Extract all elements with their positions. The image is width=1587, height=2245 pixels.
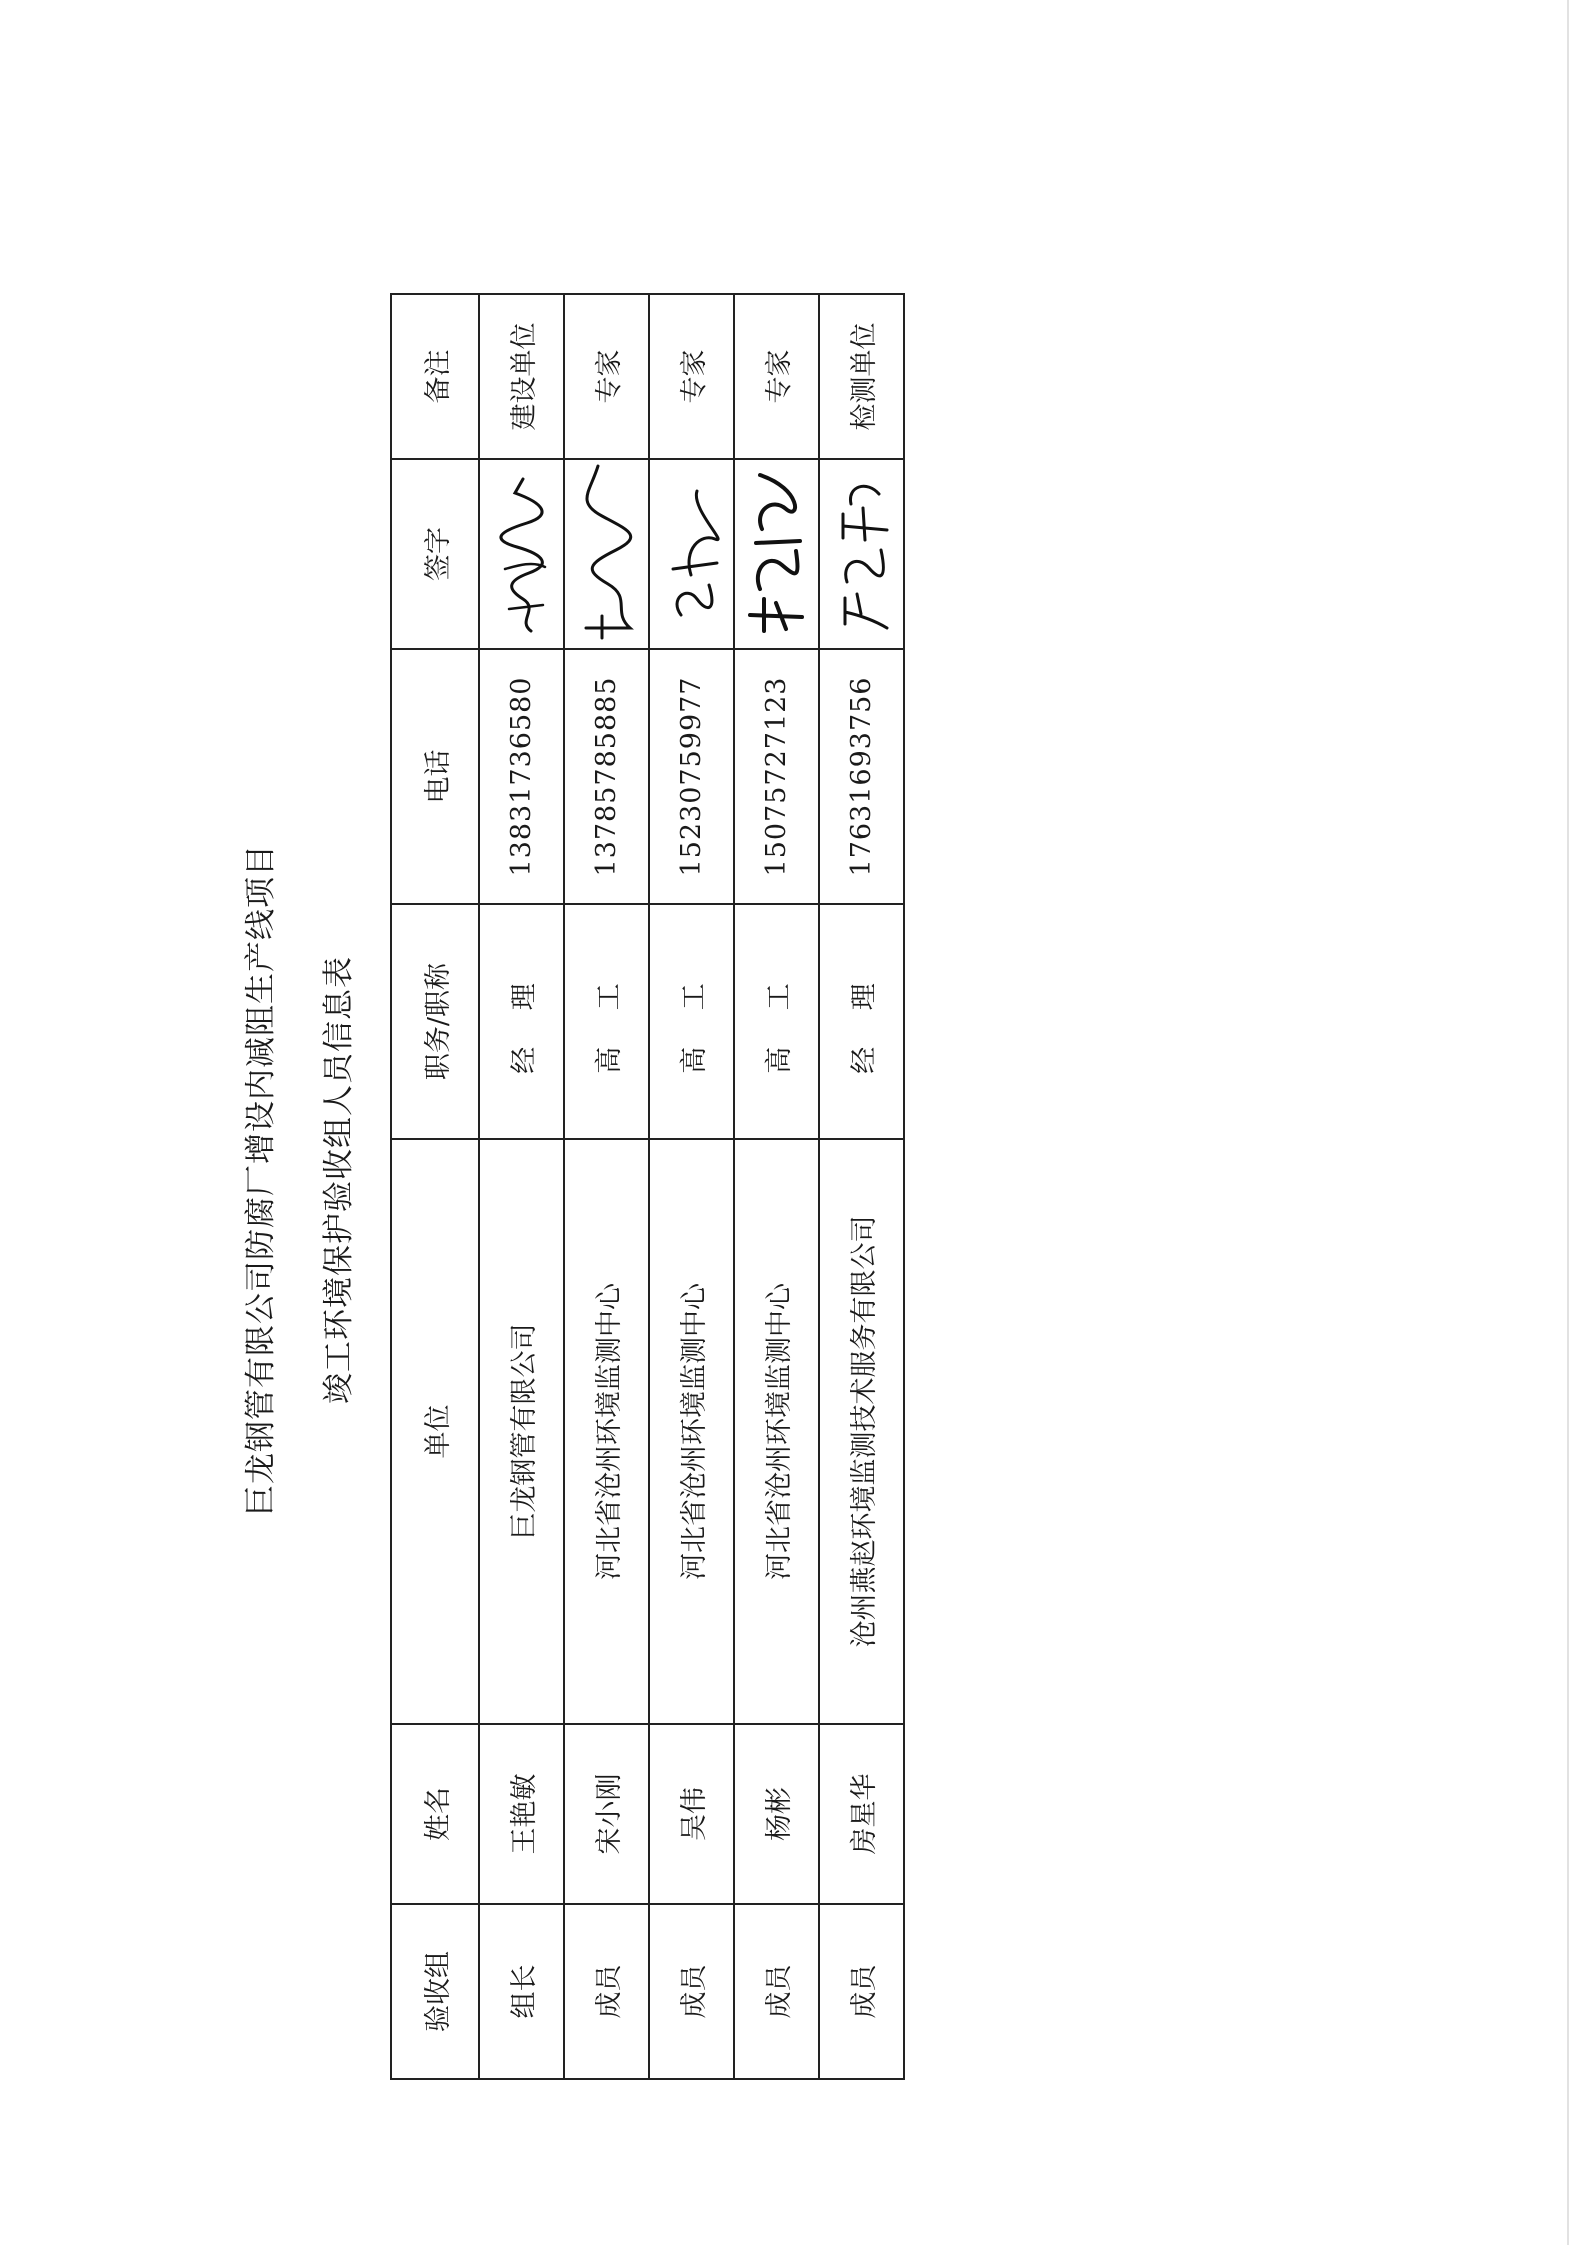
cell-unit: 巨龙钢管有限公司 xyxy=(479,1139,564,1724)
cell-note: 专家 xyxy=(564,294,649,459)
cell-title: 经 理 xyxy=(479,904,564,1139)
document-page xyxy=(225,200,945,2160)
cell-group: 成员 xyxy=(649,1904,734,2079)
cell-unit: 河北省沧州环境监测中心 xyxy=(734,1139,819,1724)
cell-phone: 15075727123 xyxy=(734,649,819,904)
cell-signature xyxy=(734,459,819,649)
cell-name: 王艳敏 xyxy=(479,1724,564,1904)
table-row xyxy=(819,294,904,2079)
handwritten-signature xyxy=(742,469,812,639)
cell-name: 杨彬 xyxy=(734,1724,819,1904)
scan-edge-line xyxy=(1567,0,1569,2245)
header-phone: 电话 xyxy=(391,649,479,904)
cell-phone: 13831736580 xyxy=(479,649,564,904)
document-subtitle: 竣工环境保护验收组人员信息表 xyxy=(321,956,357,1404)
handwritten-signature xyxy=(487,469,557,639)
cell-note: 专家 xyxy=(649,294,734,459)
header-note: 备注 xyxy=(391,294,479,459)
table-row xyxy=(734,294,819,2079)
cell-phone: 13785785885 xyxy=(564,649,649,904)
cell-signature xyxy=(649,459,734,649)
cell-note: 建设单位 xyxy=(479,294,564,459)
cell-title: 高 工 xyxy=(734,904,819,1139)
cell-unit: 沧州燕赵环境监测技术服务有限公司 xyxy=(819,1139,904,1724)
cell-unit: 河北省沧州环境监测中心 xyxy=(649,1139,734,1724)
cell-group: 成员 xyxy=(734,1904,819,2079)
cell-group: 成员 xyxy=(819,1904,904,2079)
cell-title: 高 工 xyxy=(564,904,649,1139)
cell-title: 高 工 xyxy=(649,904,734,1139)
cell-group: 成员 xyxy=(564,1904,649,2079)
header-name: 姓名 xyxy=(391,1724,479,1904)
table-row xyxy=(564,294,649,2079)
cell-signature xyxy=(479,459,564,649)
handwritten-signature xyxy=(572,462,642,642)
table-header-row xyxy=(391,294,479,2079)
header-unit: 单位 xyxy=(391,1139,479,1724)
handwritten-signature xyxy=(827,474,897,634)
cell-unit: 河北省沧州环境监测中心 xyxy=(564,1139,649,1724)
handwritten-signature xyxy=(657,479,727,629)
cell-group: 组长 xyxy=(479,1904,564,2079)
header-group: 验收组 xyxy=(391,1904,479,2079)
acceptance-team-table xyxy=(390,293,905,2080)
cell-note: 专家 xyxy=(734,294,819,459)
table-row xyxy=(479,294,564,2079)
header-title: 职务/职称 xyxy=(391,904,479,1139)
cell-note: 检测单位 xyxy=(819,294,904,459)
cell-name: 宋小刚 xyxy=(564,1724,649,1904)
document-title: 巨龙钢管有限公司防腐厂增设内减阻生产线项目 xyxy=(243,844,279,1516)
cell-phone: 17631693756 xyxy=(819,649,904,904)
cell-name: 房星华 xyxy=(819,1724,904,1904)
cell-signature xyxy=(564,459,649,649)
cell-phone: 15230759977 xyxy=(649,649,734,904)
cell-title: 经 理 xyxy=(819,904,904,1139)
cell-name: 吴伟 xyxy=(649,1724,734,1904)
cell-signature xyxy=(819,459,904,649)
header-signature: 签字 xyxy=(391,459,479,649)
table-row xyxy=(649,294,734,2079)
